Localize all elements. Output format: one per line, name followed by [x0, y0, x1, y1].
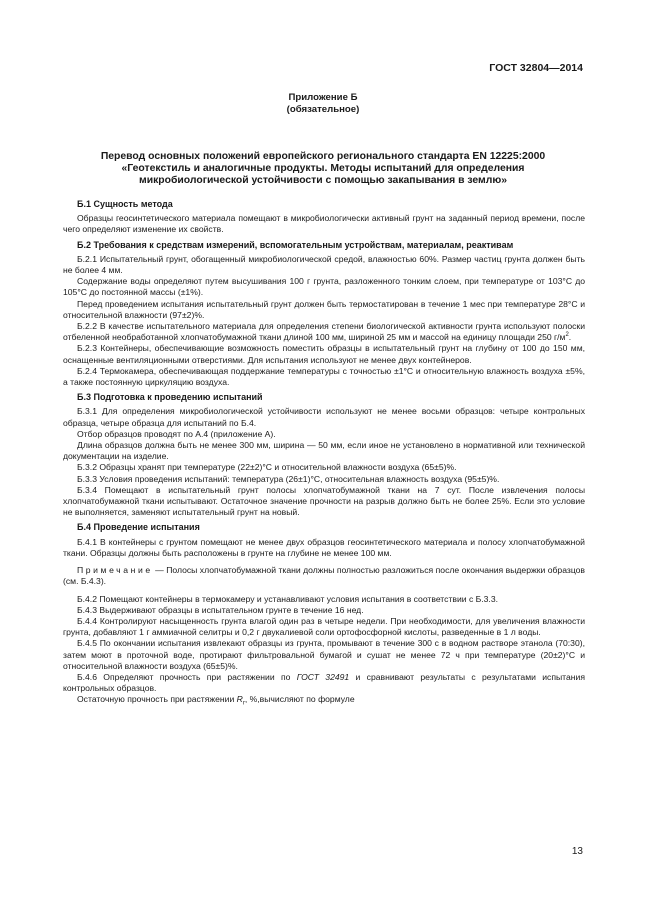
- paragraph: Б.4.1 В контейнеры с грунтом помещают не менее двух образцов геосинтетического материала и полосу хлопчатобумажной ткани. Образцы должны быть расположены в грунте на глубине не менее 100 мм.: [63, 536, 585, 558]
- paragraph-text: , %,вычисляют по формуле: [244, 694, 355, 705]
- annex-heading: [0, 92, 646, 116]
- standard-reference: ГОСТ 32491: [296, 671, 350, 682]
- paragraph: Б.2.4 Термокамера, обеспечивающая поддержание температуры с точностью ±1°С и относительную влажность воздуха ±5%, а также постоянную циркуляцию воздуха.: [63, 365, 585, 388]
- variable-symbol: R: [236, 694, 243, 705]
- paragraph: Перед проведением испытания испытательный грунт должен быть термостатирован в течение 1 мес при температуре 28°С и относительной влажности (97±2)%.: [63, 298, 585, 320]
- paragraph: Б.4.2 Помещают контейнеры в термокамеру и устанавливают условия испытания в соответствии с Б.3.3.: [77, 593, 498, 604]
- paragraph: Б.2.1 Испытательный грунт, обогащенный микробиологической средой, влажностью 60%. Размер частиц грунта должен быть не более 4 мм.: [63, 253, 585, 276]
- paragraph: Б.4.5 По окончании испытания извлекают образцы из грунта, промывают в течение 300 с в водном растворе этанола (70:30), затем моют в проточной воде, протирают фильтровальной бумагой и сушат не менее 72 ч при температуре (20±2)°С и относительной влажности воздуха (65±5)%.: [63, 638, 585, 671]
- note-label: Примечание: [77, 565, 153, 576]
- section-heading-b3: Б.3 Подготовка к проведению испытаний: [77, 392, 263, 403]
- annex-status: (обязательное): [286, 104, 360, 115]
- document-title: [70, 151, 576, 187]
- document-title-line: «Геотекстиль и аналогичные продукты. Методы испытаний для определения: [121, 163, 525, 174]
- paragraph: [63, 672, 585, 694]
- paragraph: Содержание воды определяют путем высушивания 100 г грунта, разложенного тонким слоем, при температуре от 103°С до 105°С до постоянной массы (±1%).: [63, 276, 585, 298]
- paragraph: Б.3.4 Помещают в испытательный грунт полосы хлопчатобумажной ткани на 7 сут. После извлечения полосы хлопчатобумажной ткани испытывают. Остаточное значение прочности на разрыв должно быть не более 25%. Если это условие не выполняется, заменяют испытательный грунт на новый.: [63, 484, 585, 518]
- paragraph: Отбор образцов проводят по А.4 (приложение А).: [77, 428, 276, 439]
- paragraph-text: и сравнивают результаты с результатами испытания контрольных образцов.: [63, 671, 585, 694]
- paragraph: Б.4.3 Выдерживают образцы в испытательном грунте в течение 16 нед.: [77, 604, 364, 615]
- standard-code: ГОСТ 32804—2014: [489, 62, 583, 74]
- paragraph-text: .: [568, 332, 572, 343]
- paragraph: Образцы геосинтетического материала помещают в микробиологически активный грунт на заданный период времени, после чего определяют изменение их свойств.: [63, 213, 585, 235]
- note-text: — Полосы хлопчатобумажной ткани должны полностью разложиться после окончания выдержки образцов (см. Б.4.3).: [63, 565, 585, 587]
- paragraph: Б.3.1 Для определения микробиологической устойчивости используют не менее восьми образцов: четыре контрольных образца, четыре образца для испытаний по Б.4.: [63, 406, 585, 428]
- section-heading-b4: Б.4 Проведение испытания: [77, 522, 200, 533]
- annex-title: Приложение Б: [288, 92, 358, 103]
- section-heading-b2: Б.2 Требования к средствам измерений, вспомогательным устройствам, материалам, реактивам: [77, 239, 514, 250]
- superscript: 2: [565, 332, 569, 339]
- paragraph-text: Б.4.6 Определяют прочность при растяжении по: [77, 671, 297, 682]
- paragraph: Б.3.2 Образцы хранят при температуре (22±2)°С и относительной влажности воздуха (65±5)%.: [77, 462, 457, 473]
- paragraph: [63, 321, 585, 343]
- paragraph: [63, 694, 585, 708]
- document-body: [63, 199, 585, 706]
- paragraph-text: Б.2.2 В качестве испытательного материала для определения степени биологической активности грунта используют полоски отбеленной необработанной хлопчатобумажной ткани длиной 100 мм, шириной 25 мм и массой на единицу площади 250 г/м: [63, 321, 585, 343]
- page-number: 13: [571, 846, 583, 857]
- note: [63, 565, 585, 587]
- paragraph: Б.4.4 Контролируют насыщенность грунта влагой один раз в четыре недели. При необходимости, для увеличения влажности грунта, добавляют 1 г аммиачной селитры и 0,2 г двукалиевой соли ортофосфорной кислоты, разведенные в 1 л воды.: [63, 615, 585, 638]
- paragraph-text: Остаточную прочность при растяжении: [77, 694, 237, 705]
- paragraph: Б.3.3 Условия проведения испытаний: температура (26±1)°С, относительная влажность воздуха (95±5)%.: [77, 473, 500, 484]
- section-heading-b1: Б.1 Сущность метода: [77, 199, 173, 209]
- document-title-line: микробиологической устойчивости с помощью закапывания в землю»: [139, 175, 507, 186]
- paragraph: Б.2.3 Контейнеры, обеспечивающие возможность поместить образцы в испытательный грунт на глубину от 100 до 150 мм, оснащенные вентиляционными отверстиями. Для испытания используют не менее двух контейнеров.: [63, 343, 585, 365]
- paragraph: Длина образцов должна быть не менее 300 мм, ширина — 50 мм, если иное не установлено в нормативной или технической документации на изделие.: [63, 440, 585, 462]
- subscript: r: [242, 701, 245, 708]
- document-title-line: Перевод основных положений европейского регионального стандарта EN 12225:2000: [100, 151, 546, 162]
